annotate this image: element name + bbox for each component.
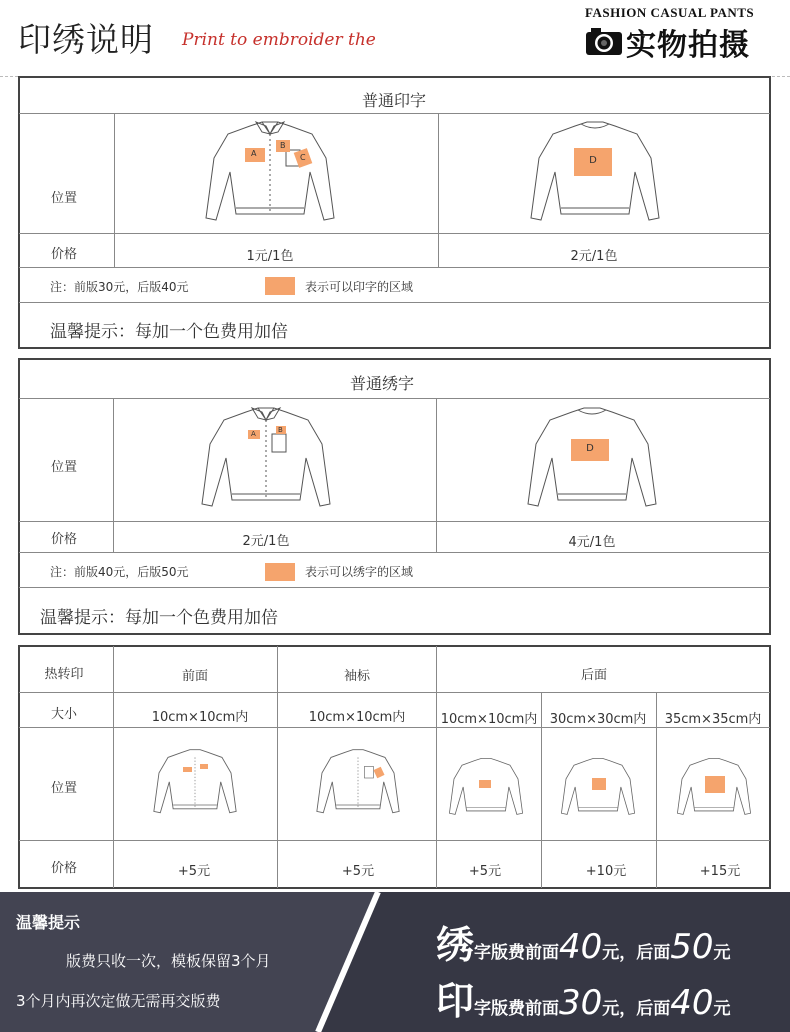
footer-embroider-back: 50 [670,927,714,967]
print-price-front: 1元/1色 [246,249,294,264]
transfer-position-label: 位置 [50,781,78,796]
transfer-title: 热转印 [44,667,84,682]
print-position-label: 位置 [50,191,78,206]
transfer-price-back-small: +5元 [468,864,502,879]
footer-yuan-comma: 元， [602,999,637,1019]
transfer-price-back-medium: +10元 [585,864,627,879]
transfer-price-label: 价格 [50,861,78,876]
transfer-col-back: 后面 [580,668,608,683]
footer-yuan: 元 [713,943,731,963]
print-price-label: 价格 [50,247,78,262]
brand-chinese: 实物拍摄 [626,28,750,63]
transfer-area-back-large [705,776,725,793]
print-area-c-label: C [300,153,306,162]
embroider-section-title: 普通绣字 [349,374,415,393]
embroider-area-b-label: B [278,426,283,434]
transfer-area-back-medium [592,778,606,790]
shirt-front-icon [200,118,340,228]
transfer-price-front: +5元 [177,864,211,879]
transfer-area-front-a [183,767,192,772]
shirt-front-icon [313,745,403,820]
footer-back-label: 后面 [636,943,671,963]
footer-banner [0,892,790,1032]
embroider-legend-text: 表示可以绣字的区域 [305,565,414,579]
embroider-note: 注：前版40元，后版50元 [50,565,189,579]
print-section-title: 普通印字 [361,91,427,110]
transfer-price-sleeve: +5元 [341,864,375,879]
footer-print-back: 40 [670,983,714,1023]
embroider-price-back: 4元/1色 [568,535,616,550]
footer-embroider-front: 40 [559,927,603,967]
embroider-tip: 温馨提示：每加一个色费用加倍 [40,608,278,628]
print-note: 注：前版30元，后版40元 [50,280,189,294]
print-legend-text: 表示可以印字的区域 [305,280,414,294]
transfer-size-back-medium: 30cm×30cm内 [549,712,647,727]
footer-yuan: 元 [713,999,731,1019]
camera-icon [585,26,623,56]
print-tip: 温馨提示：每加一个色费用加倍 [50,322,288,342]
footer-yuan-comma: 元， [602,943,637,963]
footer-print-line [436,970,731,1025]
footer-back-label: 后面 [636,999,671,1019]
footer-tip-line1: 版费只收一次，模板保留3个月 [66,952,271,970]
footer-print-front: 30 [559,983,603,1023]
page-subtitle: Print to embroider the [182,30,376,50]
footer-embroider-text: 字版费前面 [474,943,560,963]
shirt-front-icon [150,745,240,820]
page-title: 印绣说明 [18,20,154,59]
embroider-legend-swatch [265,563,295,581]
transfer-price-back-large: +15元 [699,864,741,879]
footer-embroider-char: 绣 [436,923,475,967]
embroider-price-label: 价格 [50,532,78,547]
footer-embroider-line [436,914,731,969]
footer-tip-title: 温馨提示 [16,913,81,932]
embroider-position-label: 位置 [50,460,78,475]
print-area-d-label: D [589,155,597,166]
print-area-a-label: A [251,149,257,158]
transfer-size-back-large: 35cm×35cm内 [664,712,762,727]
shirt-front-icon [196,404,336,514]
print-legend-swatch [265,277,295,295]
transfer-area-back-small [479,780,491,788]
footer-print-char: 印 [436,979,475,1023]
embroider-price-front: 2元/1色 [242,534,290,549]
embroider-area-d-label: D [586,443,594,454]
transfer-col-sleeve: 袖标 [343,669,371,684]
transfer-size-back-small: 10cm×10cm内 [440,712,538,727]
brand-english: FASHION CASUAL PANTS [585,5,755,20]
transfer-size-sleeve: 10cm×10cm内 [308,710,406,725]
transfer-col-front: 前面 [181,669,209,684]
footer-print-text: 字版费前面 [474,999,560,1019]
embroider-area-a-label: A [251,430,256,438]
transfer-area-front-b [200,764,208,769]
print-area-b-label: B [280,141,286,150]
footer-tip-line2: 3个月内再次定做无需再交版费 [16,992,221,1010]
transfer-size-label: 大小 [50,707,78,722]
print-price-back: 2元/1色 [570,249,618,264]
transfer-size-front: 10cm×10cm内 [151,710,249,725]
